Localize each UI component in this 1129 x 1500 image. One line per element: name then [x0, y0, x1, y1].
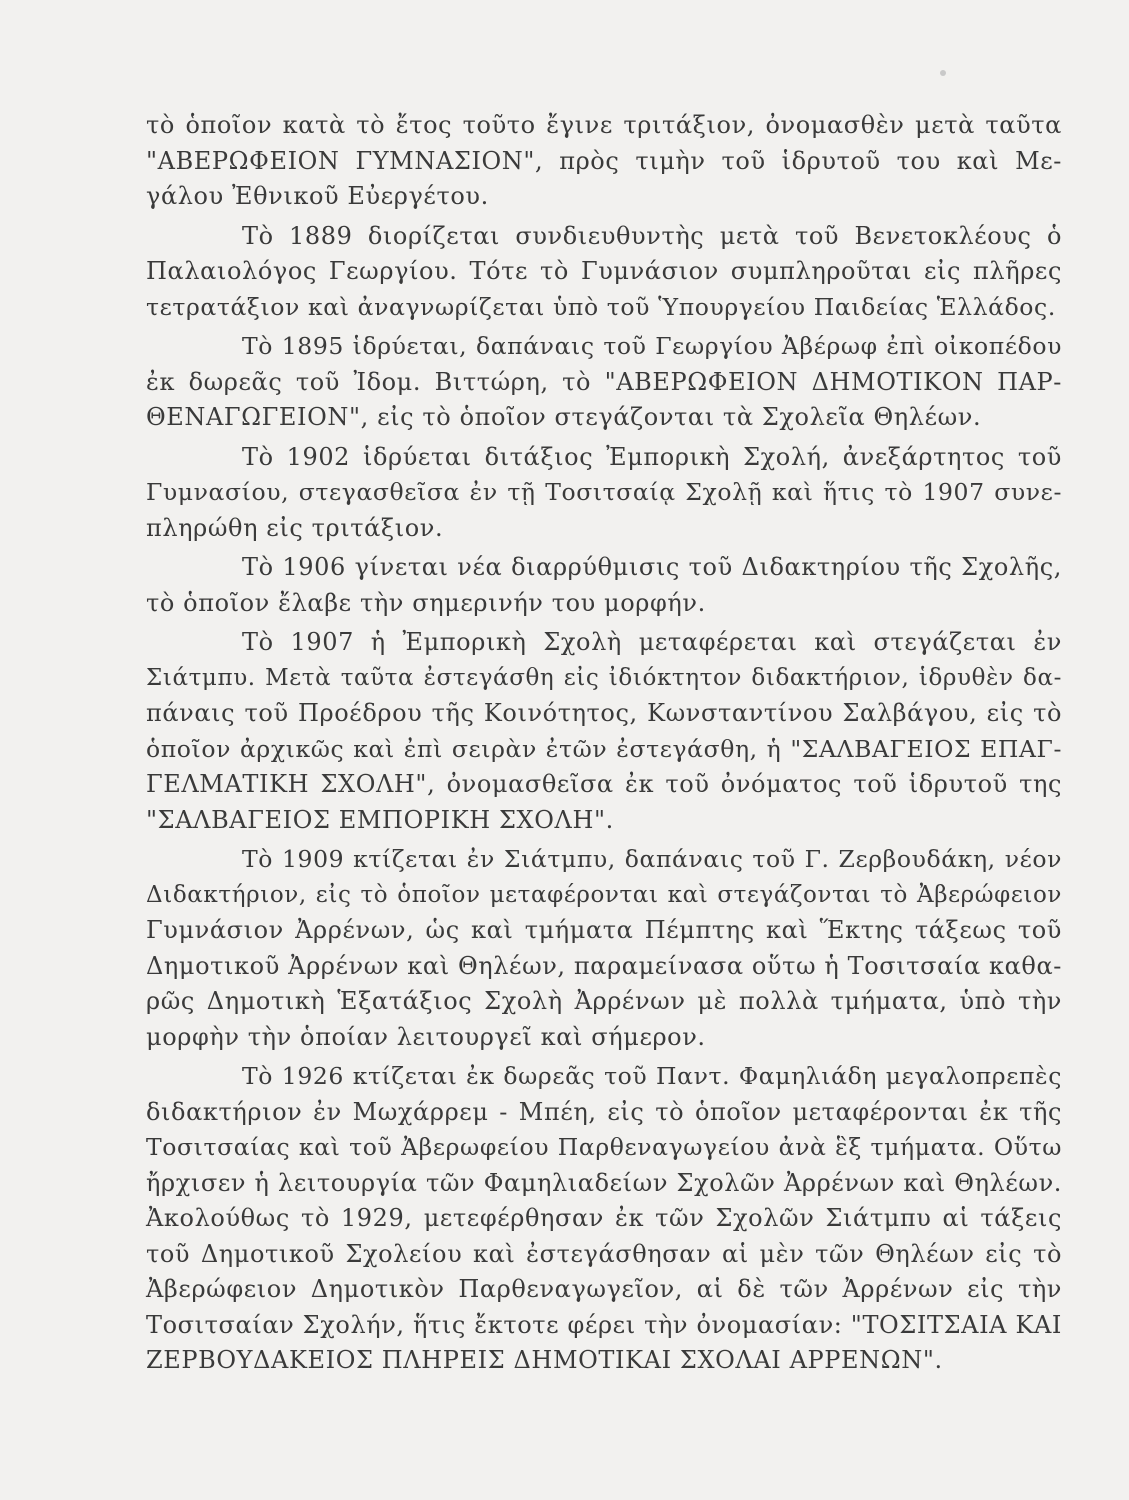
text-line: ὁποῖον ἀρχικῶς καὶ ἐπὶ σειρὰν ἐτῶν ἐστεγάσθη, ἡ "ΣΑΛΒΑΓΕΙΟΣ ΕΠΑΓ-	[146, 734, 1062, 763]
paragraph-4	[146, 440, 1062, 547]
text-line: Τοσιτσαίαν Σχολήν, ἥτις ἔκτοτε φέρει τὴν ὀνομασίαν: "ΤΟΣΙΤΣΑΙΑ ΚΑΙ	[146, 1310, 1062, 1339]
text-line: Ἀβερώφειον Δημοτικὸν Παρθεναγωγεῖον, αἱ δὲ τῶν Ἀρρένων εἰς τὴν	[146, 1275, 1062, 1303]
body-text	[146, 108, 1062, 1379]
text-line: Ἀκολούθως τὸ 1929, μετεφέρθησαν ἐκ τῶν Σχολῶν Σιάτμπυ αἱ τάξεις	[146, 1204, 1062, 1232]
text-line: γάλου Ἐθνικοῦ Εὐεργέτου.	[146, 182, 489, 210]
text-line: Τὸ 1902 ἱδρύεται διτάξιος Ἐμπορικὴ Σχολή, ἀνεξάρτητος τοῦ	[242, 442, 1062, 471]
text-line: τὸ ὁποῖον κατὰ τὸ ἔτος τοῦτο ἔγινε τριτάξιον, ὀνομασθὲν μετὰ ταῦτα	[146, 111, 1062, 139]
paragraph-3	[146, 329, 1062, 436]
text-line: ρῶς Δημοτικὴ Ἑξατάξιος Σχολὴ Ἀρρένων μὲ πολλὰ τμήματα, ὑπὸ τὴν	[146, 987, 1062, 1015]
text-line: "ΣΑΛΒΑΓΕΙΟΣ ΕΜΠΟΡΙΚΗ ΣΧΟΛΗ".	[146, 805, 614, 834]
text-line: Σιάτμπυ. Μετὰ ταῦτα ἐστεγάσθη εἰς ἰδιόκτητον διδακτήριον, ἱδρυθὲν δα-	[146, 664, 1062, 691]
text-line: πληρώθη εἰς τριτάξιον.	[146, 513, 444, 542]
text-line: ΖΕΡΒΟΥΔΑΚΕΙΟΣ ΠΛΗΡΕΙΣ ΔΗΜΟΤΙΚΑΙ ΣΧΟΛΑΙ ΑΡΡΕΝΩΝ".	[146, 1346, 943, 1374]
paragraph-7	[146, 842, 1062, 1055]
text-line: διδακτήριον ἐν Μωχάρρεμ - Μπέη, εἰς τὸ ὁποῖον μεταφέρονται ἐκ τῆς	[146, 1097, 1062, 1126]
text-line: μορφὴν τὴν ὁποίαν λειτουργεῖ καὶ σήμερον.	[146, 1022, 706, 1051]
text-line: Τοσιτσαίας καὶ τοῦ Ἀβερωφείου Παρθεναγωγείου ἀνὰ ἓξ τμήματα. Οὕτω	[146, 1133, 1062, 1161]
text-line: Διδακτήριον, εἰς τὸ ὁποῖον μεταφέρονται καὶ στεγάζονται τὸ Ἀβερώφειον	[146, 881, 1062, 908]
text-line: Παλαιολόγος Γεωργίου. Τότε τὸ Γυμνάσιον συμπληροῦται εἰς πλῆρες	[146, 257, 1062, 285]
text-line: Δημοτικοῦ Ἀρρένων καὶ Θηλέων, παραμείνασα οὕτω ἡ Τοσιτσαία καθα-	[146, 951, 1062, 980]
paragraph-6	[146, 625, 1062, 838]
text-line: Τὸ 1907 ἡ Ἐμπορικὴ Σχολὴ μεταφέρεται καὶ στεγάζεται ἐν	[242, 628, 1062, 656]
text-line: τοῦ Δημοτικοῦ Σχολείου καὶ ἐστεγάσθησαν αἱ μὲν τῶν Θηλέων εἰς τὸ	[146, 1239, 1062, 1268]
text-line: "ΑΒΕΡΩΦΕΙΟΝ ΓΥΜΝΑΣΙΟΝ", πρὸς τιμὴν τοῦ ἱδρυτοῦ του καὶ Με-	[146, 146, 1062, 175]
text-line: ΓΕΛΜΑΤΙΚΗ ΣΧΟΛΗ", ὀνομασθεῖσα ἐκ τοῦ ὀνόματος τοῦ ἱδρυτοῦ της	[146, 770, 1062, 798]
text-line: Γυμνάσιον Ἀρρένων, ὡς καὶ τμήματα Πέμπτης καὶ Ἕκτης τάξεως τοῦ	[146, 916, 1062, 944]
text-line: Τὸ 1926 κτίζεται ἐκ δωρεᾶς τοῦ Παντ. Φαμηλιάδη μεγαλοπρεπὲς	[242, 1062, 1062, 1090]
paragraph-8	[146, 1059, 1062, 1379]
text-line: Τὸ 1895 ἱδρύεται, δαπάναις τοῦ Γεωργίου Ἀβέρωφ ἐπὶ οἰκοπέδου	[242, 332, 1062, 360]
text-line: Τὸ 1889 διορίζεται συνδιευθυντὴς μετὰ τοῦ Βενετοκλέους ὁ	[242, 221, 1062, 250]
text-line: ἤρχισεν ἡ λειτουργία τῶν Φαμηλιαδείων Σχολῶν Ἀρρένων καὶ Θηλέων.	[146, 1168, 1062, 1197]
paragraph-2	[146, 219, 1062, 326]
paragraph-5	[146, 550, 1062, 621]
text-line: Γυμνασίου, στεγασθεῖσα ἐν τῇ Τοσιτσαίᾳ Σχολῇ καὶ ἥτις τὸ 1907 συνε-	[146, 478, 1062, 506]
text-line: ΘΕΝΑΓΩΓΕΙΟΝ", εἰς τὸ ὁποῖον στεγάζονται τὰ Σχολεῖα Θηλέων.	[146, 403, 982, 431]
text-line: ἐκ δωρεᾶς τοῦ Ἰδομ. Βιττώρη, τὸ "ΑΒΕΡΩΦΕΙΟΝ ΔΗΜΟΤΙΚΟΝ ΠΑΡ-	[146, 367, 1062, 396]
text-line: Τὸ 1909 κτίζεται ἐν Σιάτμπυ, δαπάναις τοῦ Γ. Ζερβουδάκη, νέον	[242, 845, 1062, 873]
text-line: Τὸ 1906 γίνεται νέα διαρρύθμισις τοῦ Διδακτηρίου τῆς Σχολῆς,	[242, 553, 1062, 581]
paragraph-1	[146, 108, 1062, 215]
text-line: πάναις τοῦ Προέδρου τῆς Κοινότητος, Κωνσταντίνου Σαλβάγου, εἰς τὸ	[146, 699, 1062, 727]
text-line: τὸ ὁποῖον ἔλαβε τὴν σημερινήν του μορφήν.	[146, 588, 706, 617]
paper-speck	[940, 70, 946, 76]
text-line: τετρατάξιον καὶ ἀναγνωρίζεται ὑπὸ τοῦ Ὑπουργείου Παιδείας Ἑλλάδος.	[146, 292, 1056, 321]
